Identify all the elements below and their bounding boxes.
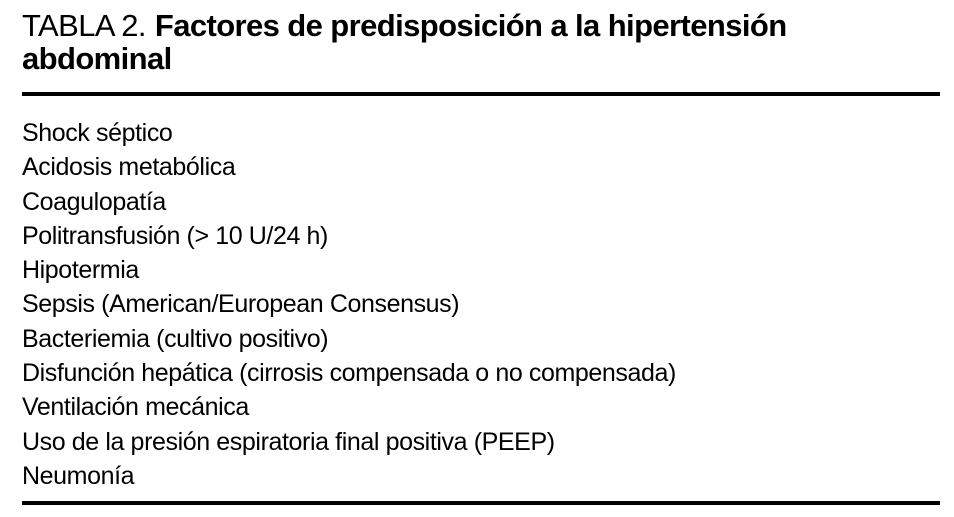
caption-title-line-2: abdominal <box>22 41 172 76</box>
factor-item: Acidosis metabólica <box>22 153 236 182</box>
factor-item: Uso de la presión espiratoria final positiva (PEEP) <box>22 427 555 456</box>
bottom-rule <box>22 501 940 505</box>
factor-item: Hipotermia <box>22 256 139 285</box>
factor-item: Politransfusión (> 10 U/24 h) <box>22 221 328 250</box>
top-rule <box>22 92 940 96</box>
factor-item: Bacteriemia (cultivo positivo) <box>22 324 329 353</box>
factor-list <box>22 116 940 493</box>
factor-item: Sepsis (American/European Consensus) <box>22 290 460 319</box>
factor-item: Shock séptico <box>22 119 173 147</box>
factor-item: Disfunción hepática (cirrosis compensada o no compensada) <box>22 359 676 388</box>
factor-item: Neumonía <box>22 461 135 490</box>
factor-item: Coagulopatía <box>22 187 166 216</box>
caption-line-1 <box>22 9 940 42</box>
factor-item: Ventilación mecánica <box>22 393 249 422</box>
caption-title-line-1: Factores de predisposición a la hipertensión <box>154 8 787 43</box>
table-number-label: TABLA 2. <box>22 8 146 43</box>
table-caption <box>22 9 940 75</box>
